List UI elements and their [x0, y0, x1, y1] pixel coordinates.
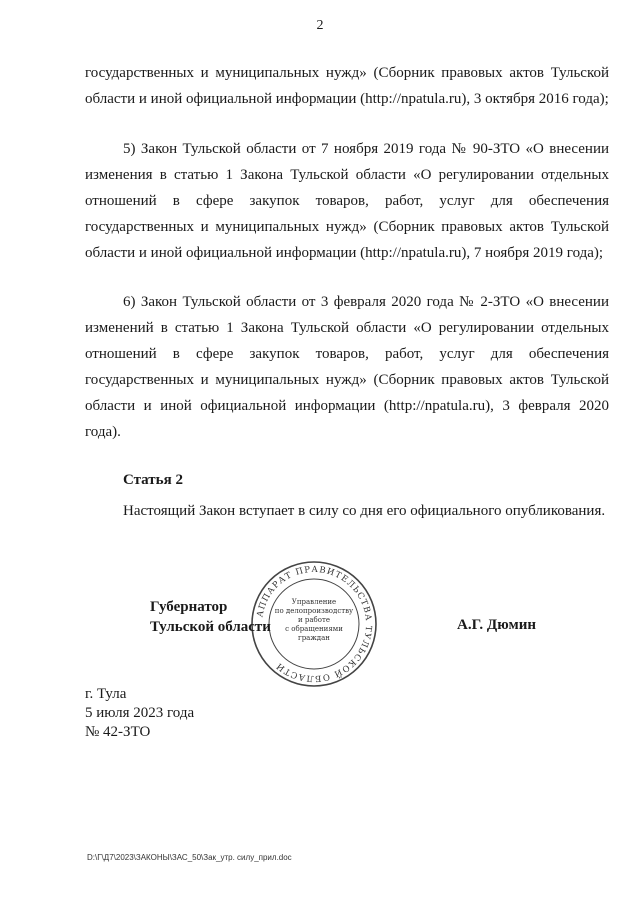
signatory-title: [150, 597, 271, 637]
law-number: № 42-ЗТО: [85, 724, 151, 740]
signatory-name: А.Г. Дюмин: [457, 617, 537, 633]
seal-line-3: и работе: [298, 616, 330, 624]
place-date-block: [85, 685, 194, 742]
seal-inner-ring: [269, 579, 359, 669]
page-number: 2: [316, 18, 324, 33]
list-item-5: 5) Закон Тульской области от 7 ноября 2019 года № 90-ЗТО «О внесении изменения в статью 1 Закона Тульской области «О регулировании отдельных отношений в сфере закупок товаров, работ, услуг для обеспечения государственных и муниципальных нужд» (Сборник правовых актов Тульской области и иной официальной информации (http://npatula.ru), 7 ноября 2019 года);: [85, 141, 609, 261]
signing-date: 5 июля 2023 года: [85, 705, 195, 721]
seal-line-1: Управление: [291, 598, 337, 606]
seal-line-4: с обращениями: [285, 625, 343, 633]
seal-line-5: граждан: [298, 634, 330, 642]
footer-file-path: D:\Г\Д7\2023\ЗАКОНЫ\ЗАС_50\Зак_утр. силу_прил.doc: [87, 853, 292, 862]
list-item-6: 6) Закон Тульской области от 3 февраля 2020 года № 2-ЗТО «О внесении изменений в статью 1 Закона Тульской области «О регулировании отдельных отношений в сфере закупок товаров, работ, услуг для обеспечения государственных и муниципальных нужд» (Сборник правовых актов Тульской области и иной официальной информации (http://npatula.ru), 3 февраля 2020 года).: [85, 294, 609, 440]
article-heading: Статья 2: [123, 472, 183, 488]
signatory-title-line-1: Губернатор: [150, 599, 228, 615]
previous-item-continuation: государственных и муниципальных нужд» (Сборник правовых актов Тульской области и иной официальной информации (http://npatula.ru), 3 октября 2016 года);: [85, 65, 609, 107]
seal-outer-text: АППАРАТ ПРАВИТЕЛЬСТВА ТУЛЬСКОЙ ОБЛАСТИ: [255, 564, 374, 684]
seal-line-2: по делопроизводству: [274, 607, 354, 615]
signatory-title-line-2: Тульской области: [150, 619, 271, 635]
article-text: Настоящий Закон вступает в силу со дня его официального опубликования.: [123, 503, 606, 519]
city: г. Тула: [85, 686, 127, 702]
